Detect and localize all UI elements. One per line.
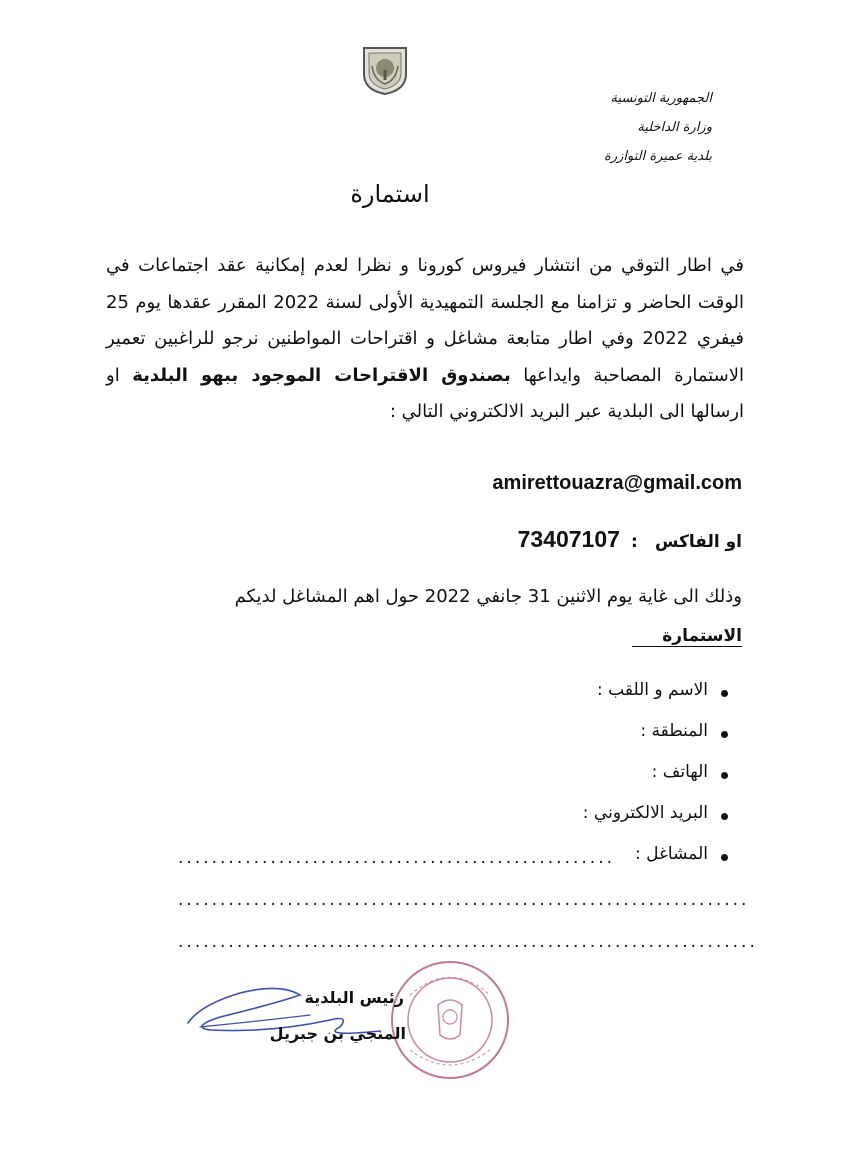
- page-title: استمارة: [350, 180, 430, 208]
- dotted-line-3: .....................................................................: [178, 932, 758, 952]
- fax-line: [518, 526, 742, 553]
- dotted-line-1: ....................................................: [178, 848, 615, 868]
- letterhead-republic: الجمهورية التونسية: [610, 91, 712, 106]
- letterhead-municipality: بلدية عميرة التوازرة: [604, 149, 712, 164]
- letterhead: [604, 84, 712, 171]
- letterhead-ministry: وزارة الداخلية: [637, 120, 712, 135]
- field-region: المنطقة :: [583, 721, 728, 762]
- ministry-emblem-icon: [360, 44, 410, 96]
- deadline-text: وذلك الى غاية يوم الاثنين 31 جانفي 2022 حول اهم المشاغل لديكم: [234, 586, 742, 607]
- signatory-title: رئيس البلدية: [304, 988, 404, 1007]
- fax-number: 73407107: [517, 526, 620, 552]
- intro-paragraph: [106, 248, 744, 431]
- form-heading: الاستمارة: [632, 626, 742, 647]
- field-name: الاسم و اللقب :: [583, 680, 728, 721]
- fax-colon: :: [631, 532, 638, 552]
- field-phone: الهاتف :: [583, 762, 728, 803]
- signatory-name: المنجي بن جبريل: [269, 1024, 406, 1043]
- fax-label: او الفاكس: [654, 532, 742, 552]
- signature-area: [180, 955, 520, 1085]
- email-address: amirettouazra@gmail.com: [492, 472, 742, 494]
- field-concerns: المشاغل :: [583, 844, 728, 885]
- dotted-line-2: ....................................................................: [178, 890, 750, 910]
- intro-text-bold: بصندوق الاقتراحات الموجود ببهو البلدية: [132, 364, 511, 386]
- field-email: البريد الالكتروني :: [583, 803, 728, 844]
- intro-text-part1: في اطار التوقي من انتشار فيروس كورونا و نظرا لعدم إمكانية عقد اجتماعات في الوقت الحاضر و تزامنا مع الجلسة التمهيدية الأولى لسنة 2022 المقرر عقدها يوم 25 فيفري 2022 وفي اطار متابعة مشاغل و اقتراحات المواطنين نرجو للراغبين تعمير الاستمارة المصاحبة وايداعها: [106, 255, 745, 386]
- intro-text-part2: او ارسالها الى البلدية عبر البريد الالكتروني التالي :: [106, 364, 744, 422]
